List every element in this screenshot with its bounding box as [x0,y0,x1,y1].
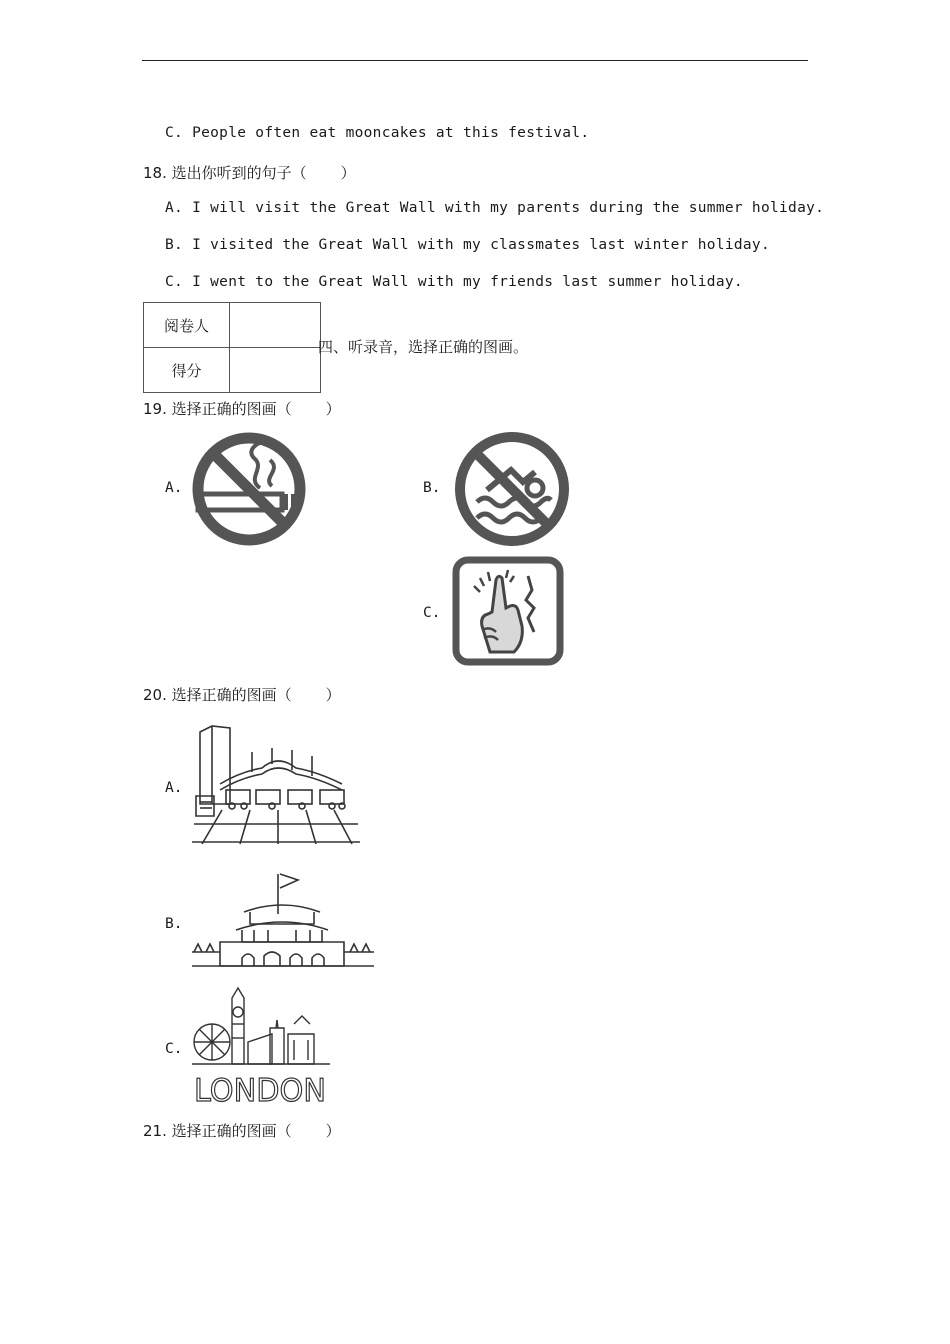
q20-option-c-label[interactable]: C. [165,1041,183,1057]
no-swimming-icon[interactable] [453,430,571,548]
london-image[interactable] [192,984,330,1109]
header-rule [142,60,808,61]
tiananmen-image[interactable] [192,868,374,970]
q21-prompt: 选择正确的图画（ [171,1122,292,1140]
q19-prompt: 选择正确的图画（ [171,400,292,418]
q20-number: 20. [143,686,167,704]
q21-close: ） [325,1122,341,1140]
q19-number: 19. [143,400,167,418]
q20-option-b-label[interactable]: B. [165,916,183,932]
shanghai-landmark-image[interactable] [192,724,362,846]
q20-option-a-label[interactable]: A. [165,780,183,796]
q18-close: ） [340,164,356,182]
no-smoking-icon[interactable] [190,430,308,548]
score-table [143,302,321,393]
q18-option-a[interactable]: A. I will visit the Great Wall with my parents during the summer holiday. [165,200,825,216]
reviewer-cell[interactable] [230,303,321,348]
q18-prompt: 选出你听到的句子（ [171,164,307,182]
q17-option-c: C. People often eat mooncakes at this festival. [165,125,590,141]
quiet-please-icon[interactable] [452,556,564,666]
q19-close: ） [325,400,341,418]
q20-question [143,684,341,705]
score-label: 得分 [144,348,230,393]
score-cell[interactable] [230,348,321,393]
london-caption: LONDON [194,1073,326,1109]
q19-option-b-label[interactable]: B. [423,480,441,496]
q20-prompt: 选择正确的图画（ [171,686,292,704]
reviewer-label: 阅卷人 [144,303,230,348]
q18-question [143,162,356,183]
q19-question [143,398,341,419]
q19-option-c-label[interactable]: C. [423,605,441,621]
q18-number: 18. [143,164,167,182]
q19-option-a-label[interactable]: A. [165,480,183,496]
q21-number: 21. [143,1122,167,1140]
q21-question [143,1120,341,1141]
q18-option-b[interactable]: B. I visited the Great Wall with my classmates last winter holiday. [165,237,770,253]
q18-option-c[interactable]: C. I went to the Great Wall with my friends last summer holiday. [165,274,743,290]
section-4-title: 四、听录音，选择正确的图画。 [318,338,529,356]
q20-close: ） [325,686,341,704]
